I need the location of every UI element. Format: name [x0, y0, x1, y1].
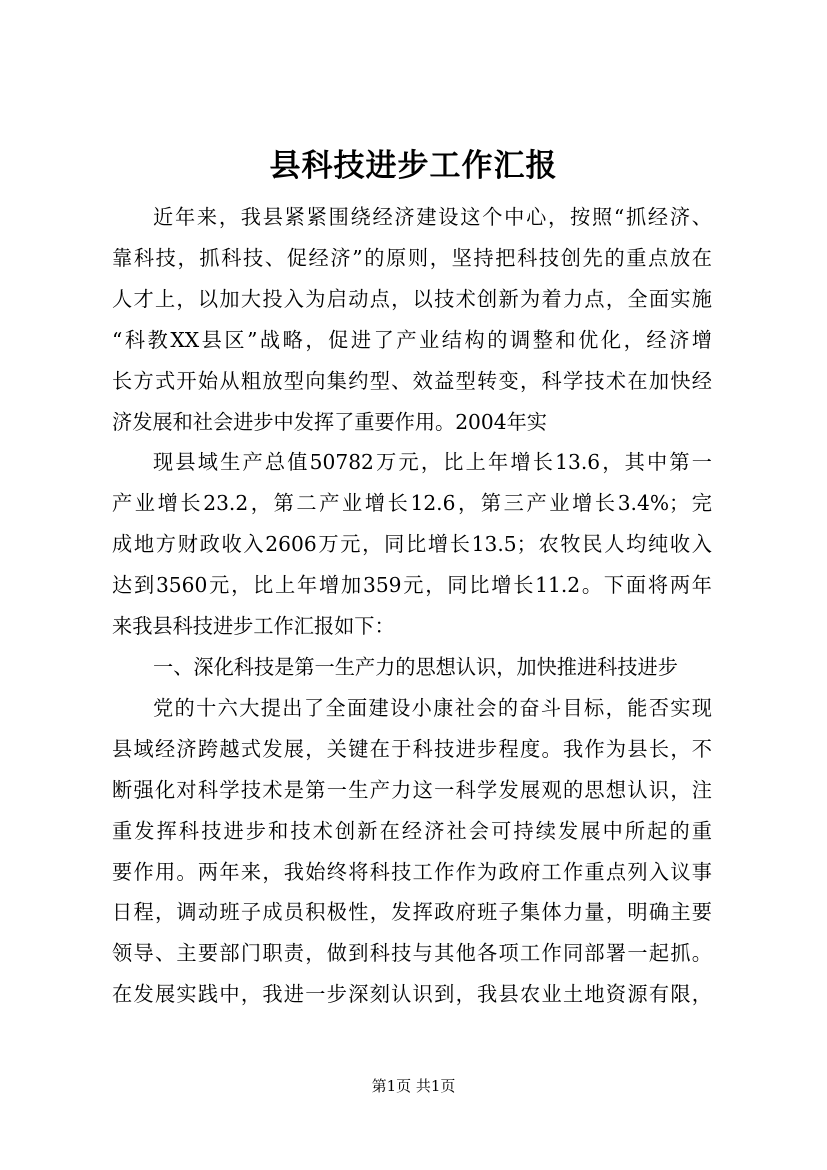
text-line: 一、深化科技是第一生产力的思想认识，加快推进科技进步 — [153, 654, 678, 679]
text-line: 党的十六大提出了全面建设小康社会的奋斗目标，能否实现 — [153, 695, 712, 720]
text-line: 断强化对科学技术是第一生产力这一科学发展观的思想认识，注 — [112, 777, 712, 802]
text-line: 现县域生产总值50782万元，比上年增长13.6，其中第一 — [153, 450, 712, 475]
text-line: 在发展实践中，我进一步深刻认识到，我县农业土地资源有限， — [112, 982, 712, 1007]
text-line: 近年来，我县紧紧围绕经济建设这个中心，按照“抓经济、 — [153, 205, 712, 229]
text-line: 来我县科技进步工作汇报如下： — [112, 614, 395, 639]
text-line: 领导、主要部门职责，做到科技与其他各项工作同部署一起抓。 — [112, 941, 712, 966]
text-line: 日程，调动班子成员积极性，发挥政府班子集体力量，明确主要 — [112, 900, 712, 925]
text-line: 产业增长23.2，第二产业增长12.6，第三产业增长3.4%；完 — [112, 491, 712, 516]
paragraph-intro — [112, 197, 712, 442]
text-line: 县域经济跨越式发展，关键在于科技进步程度。我作为县长，不 — [112, 736, 712, 761]
text-line: 靠科技，抓科技、促经济”的原则，坚持把科技创先的重点放在 — [112, 245, 712, 270]
document-title: 县科技进步工作汇报 — [269, 148, 558, 184]
paragraph-section-one — [112, 688, 712, 1015]
section-heading — [112, 647, 712, 688]
text-line: 人才上，以加大投入为启动点，以技术创新为着力点，全面实施 — [112, 286, 712, 311]
page-footer: 第1页 共1页 — [371, 1077, 456, 1095]
text-line: 成地方财政收入2606万元，同比增长13.5；农牧民人均纯收入 — [112, 532, 712, 557]
document-body — [112, 197, 712, 1015]
text-line: “科教XX县区”战略，促进了产业结构的调整和优化，经济增 — [112, 327, 712, 352]
text-line: 达到3560元，比上年增加359元，同比增长11.2。下面将两年 — [112, 573, 712, 598]
text-line: 济发展和社会进步中发挥了重要作用。2004年实 — [112, 409, 547, 434]
text-line: 要作用。两年来，我始终将科技工作作为政府工作重点列入议事 — [112, 859, 712, 884]
text-line: 长方式开始从粗放型向集约型、效益型转变，科学技术在加快经 — [112, 368, 712, 393]
text-line: 重发挥科技进步和技术创新在经济社会可持续发展中所起的重 — [112, 818, 712, 843]
paragraph-statistics — [112, 442, 712, 647]
